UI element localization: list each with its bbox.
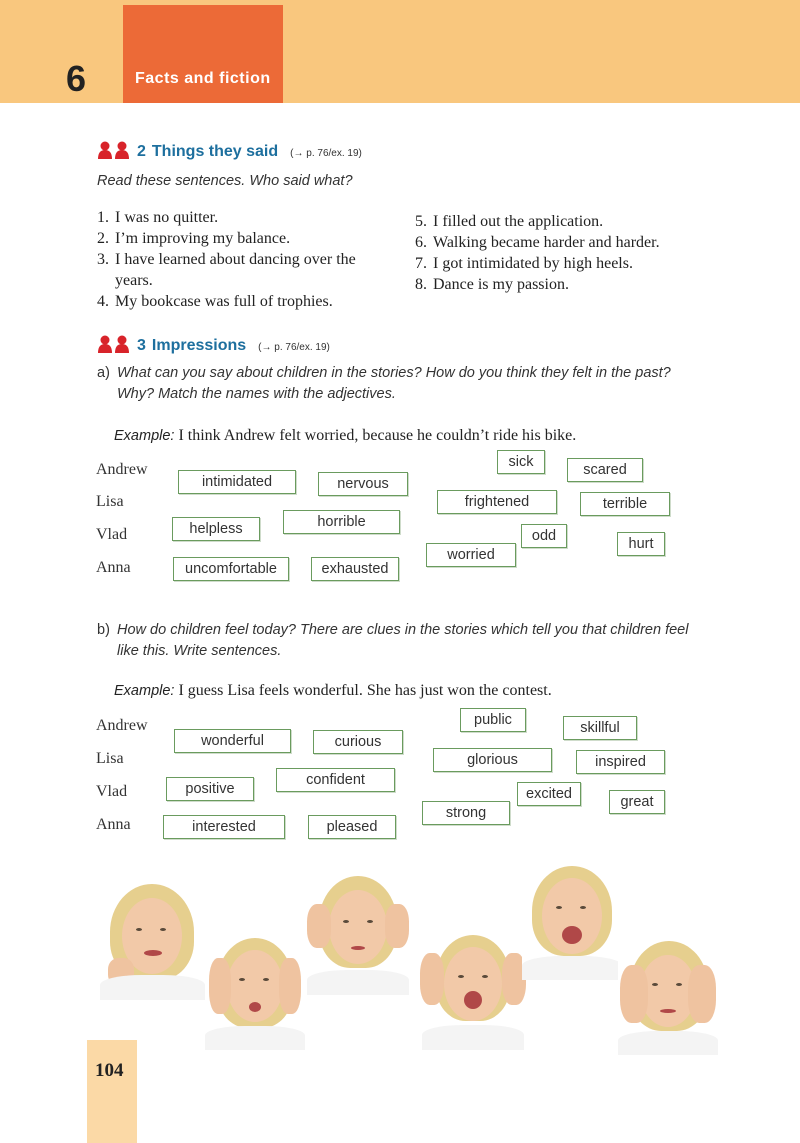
sentence-text: I was no quitter.: [115, 209, 219, 226]
sentence-item: [97, 249, 387, 291]
sentence-number: 2.: [97, 230, 109, 247]
sentence-text: I filled out the application.: [433, 213, 604, 230]
adjective-card[interactable]: scared: [567, 458, 643, 482]
exercise-2-heading: [97, 138, 362, 161]
sentence-number: 4.: [97, 293, 109, 310]
photo-screaming-girl: [418, 925, 528, 1050]
adjective-card[interactable]: great: [609, 790, 665, 814]
adjective-card[interactable]: wonderful: [174, 729, 291, 753]
pair-work-icon: [97, 335, 131, 353]
unit-number: 6: [66, 58, 87, 99]
sentence-text: I have learned about dancing over the years.: [115, 251, 356, 289]
adjective-card[interactable]: skillful: [563, 716, 637, 740]
adjective-card[interactable]: uncomfortable: [173, 557, 289, 581]
part-b-instruction: b) How do children feel today? There are clues in the stories which tell you that children feel like this. Write sentences.: [97, 622, 689, 659]
part-b-example: Example: I guess Lisa feels wonderful. She has just won the contest.: [114, 682, 552, 699]
adjective-card[interactable]: exhausted: [311, 557, 399, 581]
sentence-item: [97, 291, 387, 312]
sentence-item: [97, 207, 387, 228]
part-a-example: Example: I think Andrew felt worried, because he couldn’t ride his bike.: [114, 427, 577, 444]
sentence-list-right: [415, 211, 735, 295]
sentence-list-left: [97, 207, 387, 312]
sentence-item: [415, 274, 735, 295]
adjective-card[interactable]: worried: [426, 543, 516, 567]
adjective-card[interactable]: confident: [276, 768, 395, 792]
sentence-text: I got intimidated by high heels.: [433, 255, 633, 272]
part-a-instruction: a) What can you say about children in the stories? How do you think they felt in the past? Why? Match the names with the adjectives.: [97, 365, 671, 402]
exercise-3-heading: [97, 332, 330, 355]
photo-worried-girl: [303, 870, 413, 995]
sentence-text: My bookcase was full of trophies.: [115, 293, 333, 310]
exercise-number: 3: [137, 337, 146, 354]
adjective-card[interactable]: glorious: [433, 748, 552, 772]
name-vlad: Vlad: [96, 526, 128, 543]
name-vlad: Vlad: [96, 783, 128, 800]
sentence-number: 8.: [415, 276, 427, 293]
pair-work-icon: [97, 141, 131, 159]
sentence-number: 1.: [97, 209, 109, 226]
page-margin-strip: [87, 1040, 137, 1143]
exercise-2-instruction: Read these sentences. Who said what?: [97, 173, 353, 189]
adjective-card[interactable]: intimidated: [178, 470, 296, 494]
adjective-card[interactable]: horrible: [283, 510, 400, 534]
adjective-card[interactable]: inspired: [576, 750, 665, 774]
photo-surprised-girl: [522, 862, 622, 980]
sentence-item: [415, 211, 735, 232]
adjective-card[interactable]: public: [460, 708, 526, 732]
adjective-card[interactable]: curious: [313, 730, 403, 754]
name-andrew: Andrew: [96, 717, 148, 734]
sentence-item: [415, 232, 735, 253]
sentence-number: 5.: [415, 213, 427, 230]
page-reference: (→ p. 76/ex. 19): [290, 148, 362, 159]
exercise-number: 2: [137, 143, 146, 160]
adjective-card[interactable]: pleased: [308, 815, 396, 839]
adjective-card[interactable]: odd: [521, 524, 567, 548]
adjective-card[interactable]: frightened: [437, 490, 557, 514]
adjective-card[interactable]: interested: [163, 815, 285, 839]
unit-title: Facts and fiction: [135, 70, 271, 87]
name-lisa: Lisa: [96, 750, 124, 767]
page-reference: (→ p. 76/ex. 19): [258, 342, 330, 353]
adjective-card[interactable]: helpless: [172, 517, 260, 541]
sentence-text: I’m improving my balance.: [115, 230, 291, 247]
sentence-item: [97, 228, 387, 249]
adjective-card[interactable]: sick: [497, 450, 545, 474]
photo-shocked-girl: [205, 930, 305, 1050]
adjective-card[interactable]: nervous: [318, 472, 408, 496]
sentence-text: Walking became harder and harder.: [433, 234, 660, 251]
name-anna: Anna: [96, 559, 131, 576]
adjective-card[interactable]: excited: [517, 782, 581, 806]
unit-title-tab: [123, 5, 283, 103]
sentence-item: [415, 253, 735, 274]
page-number: 104: [95, 1060, 124, 1081]
unit-header-band: [0, 0, 800, 103]
name-lisa: Lisa: [96, 493, 124, 510]
adjective-card[interactable]: strong: [422, 801, 510, 825]
sentence-number: 3.: [97, 251, 109, 268]
photo-happy-girl: [100, 880, 205, 1000]
sentence-text: Dance is my passion.: [433, 276, 569, 293]
photo-distressed-girl: [618, 935, 718, 1055]
exercise-title: Things they said: [151, 143, 279, 160]
sentence-number: 7.: [415, 255, 427, 272]
adjective-card[interactable]: terrible: [580, 492, 670, 516]
exercise-title: Impressions: [151, 337, 247, 354]
adjective-card[interactable]: positive: [166, 777, 254, 801]
name-anna: Anna: [96, 816, 131, 833]
name-andrew: Andrew: [96, 461, 148, 478]
sentence-number: 6.: [415, 234, 427, 251]
adjective-card[interactable]: hurt: [617, 532, 665, 556]
